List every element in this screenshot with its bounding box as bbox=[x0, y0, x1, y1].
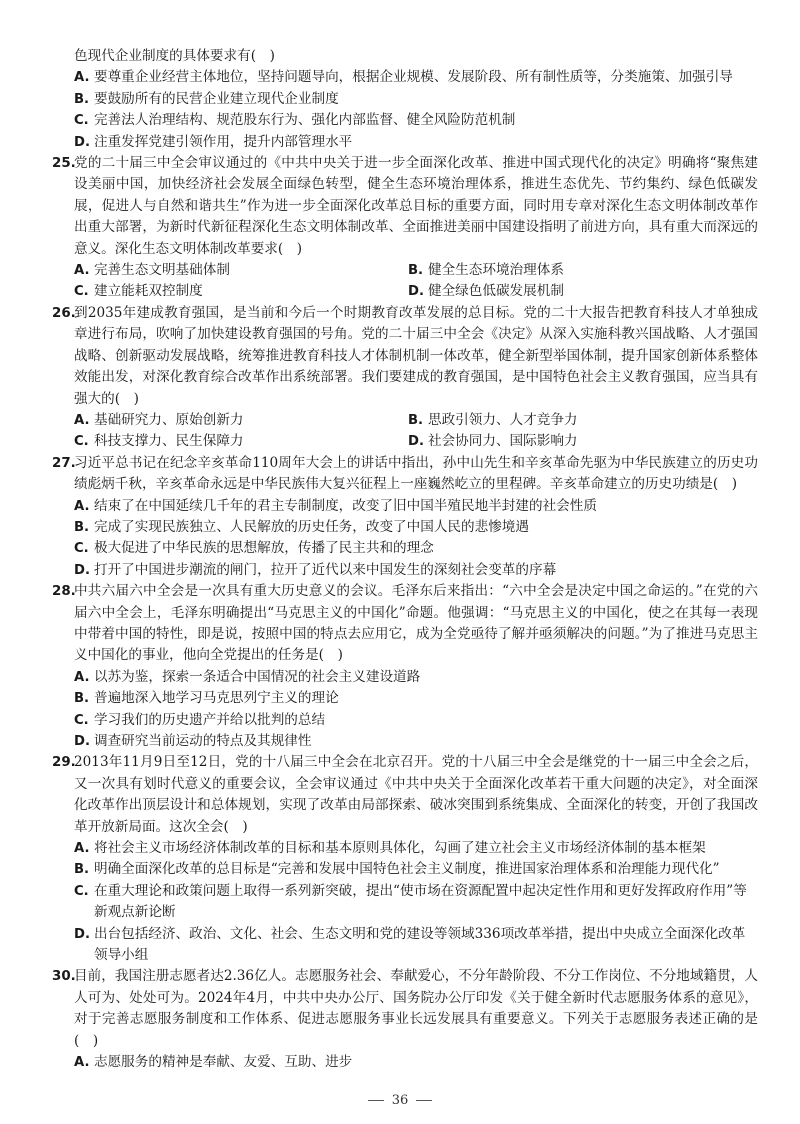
option-letter: C. bbox=[74, 712, 89, 728]
option-b bbox=[408, 260, 758, 281]
option-letter: B. bbox=[408, 263, 424, 279]
question-24-continuation bbox=[52, 46, 758, 153]
option-text: 健全生态环境治理体系 bbox=[428, 262, 564, 279]
option-letter: A. bbox=[74, 841, 90, 857]
option-text: 要鼓励所有的民营企业建立现代企业制度 bbox=[94, 90, 339, 107]
question-number: 27. bbox=[52, 455, 76, 471]
option-letter: D. bbox=[408, 434, 424, 450]
option-letter: D. bbox=[408, 284, 424, 300]
option-letter: A. bbox=[74, 498, 90, 514]
option-c bbox=[74, 710, 758, 731]
option-text: 健全绿色低碳发展机制 bbox=[428, 283, 564, 300]
option-text: 结束了在中国延续几千年的君主专制制度，改变了旧中国半殖民地半封建的社会性质 bbox=[94, 497, 597, 514]
option-d bbox=[74, 560, 758, 581]
option-c bbox=[74, 110, 758, 131]
question-stem: 党的二十届三中全会审议通过的《中共中央关于进一步全面深化改革、推进中国式现代化的决定》明确将“聚焦建设美丽中国，加快经济社会发展全面绿色转型，健全生态环境治理体系，推进生态优先、节约集约、绿色低碳发展，促进人与自然和谐共生”作为进一步全面深化改革总目标的重要方面，同时用专章对深化生态文明体制改革作出重大部署，为新时代新征程深化生态文明体制改革、全面推进美丽中国建设指明了前进方向，具有重大而深远的意义。深化生态文明体制改革要求( ) bbox=[74, 155, 758, 257]
option-b bbox=[408, 410, 758, 431]
option-a bbox=[74, 67, 758, 88]
question-number: 30. bbox=[52, 969, 76, 985]
option-text: 完成了实现民族独立、人民解放的历史任务，改变了中国人民的悲惨境遇 bbox=[94, 518, 529, 535]
page-number: 36 bbox=[391, 1093, 409, 1108]
option-b bbox=[74, 688, 758, 709]
option-text: 思政引领力、人才竞争力 bbox=[428, 411, 578, 428]
option-text: 社会协同力、国际影响力 bbox=[428, 433, 578, 450]
option-text: 出台包括经济、政治、文化、社会、生态文明和党的建设等领域336项改革举措，提出中央成立全面深化改革领导小组 bbox=[94, 925, 746, 964]
option-a bbox=[74, 838, 758, 859]
option-text: 完善法人治理结构、规范股东行为、强化内部监督、健全风险防范机制 bbox=[94, 112, 516, 129]
option-c bbox=[74, 281, 408, 302]
question-stem: 2013年11月9日至12日，党的十八届三中全会在北京召开。党的十八届三中全会是继党的十一届三中全会之后，又一次具有划时代意义的重要会议，全会审议通过《中共中央关于全面深化改革若干重大问题的决定》，对全面深化改革作出顶层设计和总体规划，实现了改革由局部探索、破冰突围到系统集成、全面深化的转变，开创了我国改革开放新局面。这次全会( ) bbox=[74, 754, 758, 835]
question-stem: 习近平总书记在纪念辛亥革命110周年大会上的讲话中指出，孙中山先生和辛亥革命先驱为中华民族建立的历史功绩彪炳千秋，辛亥革命永远是中华民族伟大复兴征程上一座巍然屹立的里程碑。辛亥革命建立的历史功绩是( ) bbox=[74, 454, 758, 493]
option-letter: A. bbox=[74, 669, 90, 685]
option-text: 建立能耗双控制度 bbox=[94, 283, 203, 300]
footer-dash-right bbox=[416, 1100, 432, 1101]
option-d bbox=[74, 731, 758, 752]
question-26 bbox=[52, 303, 758, 453]
option-b bbox=[74, 89, 758, 110]
question-stem: 色现代企业制度的具体要求有( ) bbox=[74, 48, 275, 64]
option-letter: C. bbox=[74, 113, 89, 129]
question-29 bbox=[52, 752, 758, 966]
option-text: 基础研究力、原始创新力 bbox=[94, 411, 244, 428]
option-letter: D. bbox=[74, 562, 90, 578]
option-letter: B. bbox=[74, 519, 90, 535]
option-text: 明确全面深化改革的总目标是“完善和发展中国特色社会主义制度，推进国家治理体系和治理能力现代化” bbox=[94, 861, 720, 878]
option-text: 科技支撑力、民生保障力 bbox=[94, 433, 244, 450]
option-c bbox=[74, 431, 408, 452]
option-text: 极大促进了中华民族的思想解放，传播了民主共和的理念 bbox=[94, 540, 434, 557]
option-a bbox=[74, 496, 758, 517]
question-number: 29. bbox=[52, 755, 76, 771]
footer-dash-left bbox=[368, 1100, 384, 1101]
option-letter: A. bbox=[74, 263, 90, 279]
question-number: 28. bbox=[52, 584, 76, 600]
option-letter: A. bbox=[74, 412, 90, 428]
option-letter: C. bbox=[74, 434, 89, 450]
question-30 bbox=[52, 966, 758, 1073]
option-c bbox=[74, 881, 758, 924]
option-text: 调查研究当前运动的特点及其规律性 bbox=[94, 733, 312, 749]
question-stem: 到2035年建成教育强国，是当前和今后一个时期教育改革发展的总目标。党的二十大报告把教育科技人才单独成章进行布局，吹响了加快建设教育强国的号角。党的二十届三中全会《决定》从深入实施科教兴国战略、人才强国战略、创新驱动发展战略，统筹推进教育科技人才体制机制一体改革，健全新型举国体制，提升国家创新体系整体效能出发，对深化教育综合改革作出系统部署。我们要建成的教育强国，是中国特色社会主义教育强国，应当具有强大的( ) bbox=[74, 304, 758, 407]
option-text: 完善生态文明基础体制 bbox=[94, 262, 230, 279]
question-number: 25. bbox=[52, 156, 76, 172]
option-letter: B. bbox=[74, 91, 90, 107]
option-text: 打开了中国进步潮流的闸门，拉开了近代以来中国发生的深刻社会变革的序幕 bbox=[94, 561, 557, 578]
option-letter: B. bbox=[74, 691, 90, 707]
question-stem: 目前，我国注册志愿者达2.36亿人。志愿服务社会、奉献爱心，不分年龄阶段、不分工作岗位、不分地域籍贯，人人可为、处处可为。2024年4月，中共中央办公厅、国务院办公厅印发《关于健全新时代志愿服务体系的意见》，对于完善志愿服务制度和工作体系、促进志愿服务事业长远发展具有重要意义。下列关于志愿服务表述正确的是( ) bbox=[74, 968, 758, 1049]
option-a bbox=[74, 260, 408, 281]
option-letter: B. bbox=[74, 862, 90, 878]
option-text: 要尊重企业经营主体地位，坚持问题导向，根据企业规模、发展阶段、所有制性质等，分类施策、加强引导 bbox=[94, 69, 733, 86]
option-letter: C. bbox=[74, 883, 89, 899]
option-d bbox=[408, 281, 758, 302]
option-letter: D. bbox=[74, 926, 90, 942]
option-a bbox=[74, 667, 758, 688]
options-grid bbox=[74, 410, 758, 453]
question-27 bbox=[52, 453, 758, 581]
option-text: 以苏为鉴，探索一条适合中国情况的社会主义建设道路 bbox=[94, 668, 421, 685]
option-letter: D. bbox=[74, 134, 90, 150]
option-text: 注重发挥党建引领作用，提升内部管理水平 bbox=[94, 133, 353, 150]
option-letter: C. bbox=[74, 284, 89, 300]
question-25 bbox=[52, 153, 758, 303]
option-text: 志愿服务的精神是奉献、友爱、互助、进步 bbox=[94, 1054, 353, 1071]
option-letter: D. bbox=[74, 734, 90, 749]
option-a bbox=[74, 410, 408, 431]
page-footer bbox=[0, 1090, 800, 1111]
option-letter: B. bbox=[408, 412, 424, 428]
question-number: 26. bbox=[52, 305, 76, 321]
option-text: 在重大理论和政策问题上取得一系列新突破，提出“使市场在资源配置中起决定性作用和更好发挥政府作用”等新观点新论断 bbox=[94, 882, 747, 921]
option-letter: A. bbox=[74, 70, 90, 86]
option-c bbox=[74, 538, 758, 559]
options-grid bbox=[74, 260, 758, 303]
option-d bbox=[74, 132, 758, 153]
option-b bbox=[74, 859, 758, 880]
option-text: 将社会主义市场经济体制改革的目标和基本原则具体化，勾画了建立社会主义市场经济体制的基本框架 bbox=[94, 840, 706, 857]
question-28 bbox=[52, 581, 758, 752]
option-text: 学习我们的历史遗产并给以批判的总结 bbox=[94, 711, 326, 728]
question-stem: 中共六届六中全会是一次具有重大历史意义的会议。毛泽东后来指出：“六中全会是决定中国之命运的。”在党的六届六中全会上，毛泽东明确提出“马克思主义的中国化”命题。他强调：“马克思主义的中国化，使之在其每一表现中带着中国的特性，即是说，按照中国的特点去应用它，成为全党亟待了解并亟须解决的问题。”为了推进马克思主义中国化的事业，他向全党提出的任务是( ) bbox=[74, 583, 758, 664]
option-b bbox=[74, 517, 758, 538]
option-text: 普遍地深入地学习马克思列宁主义的理论 bbox=[94, 690, 339, 707]
option-letter: A. bbox=[74, 1055, 90, 1071]
option-letter: C. bbox=[74, 541, 89, 557]
option-a bbox=[74, 1052, 758, 1073]
option-d bbox=[74, 924, 758, 967]
option-d bbox=[408, 431, 758, 452]
